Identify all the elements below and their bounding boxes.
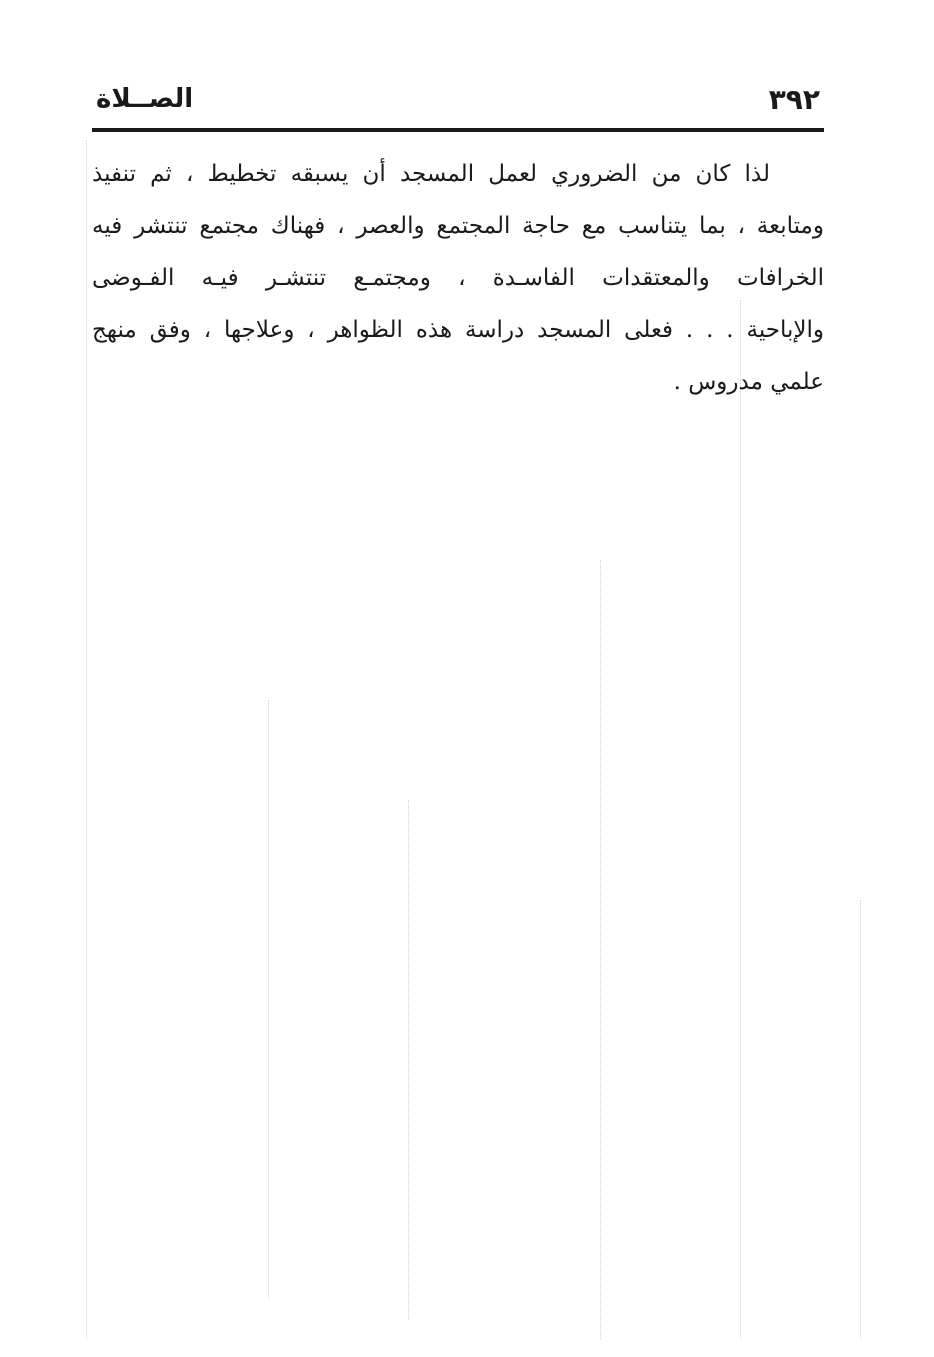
page-header (92, 78, 824, 122)
text-line: والإباحية . . . فعلى المسجد دراسة هذه الظواهر ، وعلاجها ، وفق منهج (92, 317, 824, 343)
scan-artifact (860, 900, 861, 1340)
scan-artifact (740, 300, 741, 1340)
scan-artifact (268, 700, 269, 1300)
scan-artifact (600, 560, 601, 1340)
running-title: الصــلاة (96, 84, 194, 114)
scan-artifact (86, 140, 87, 1340)
text-line: ومتابعة ، بما يتناسب مع حاجة المجتمع والعصر ، فهناك مجتمع تنتشر فيه (92, 213, 824, 239)
text-line: علمي مدروس . (673, 369, 824, 395)
scan-artifact (408, 800, 409, 1320)
text-line: لذا كان من الضروري لعمل المسجد أن يسبقه تخطيط ، ثم تنفيذ (92, 161, 770, 187)
header-divider (92, 128, 824, 132)
page-number: ٣٩٢ (768, 83, 820, 116)
text-line: الخرافات والمعتقدات الفاسـدة ، ومجتمـع تنتشـر فيـه الفـوضى (92, 265, 824, 291)
body-paragraph (92, 148, 824, 408)
